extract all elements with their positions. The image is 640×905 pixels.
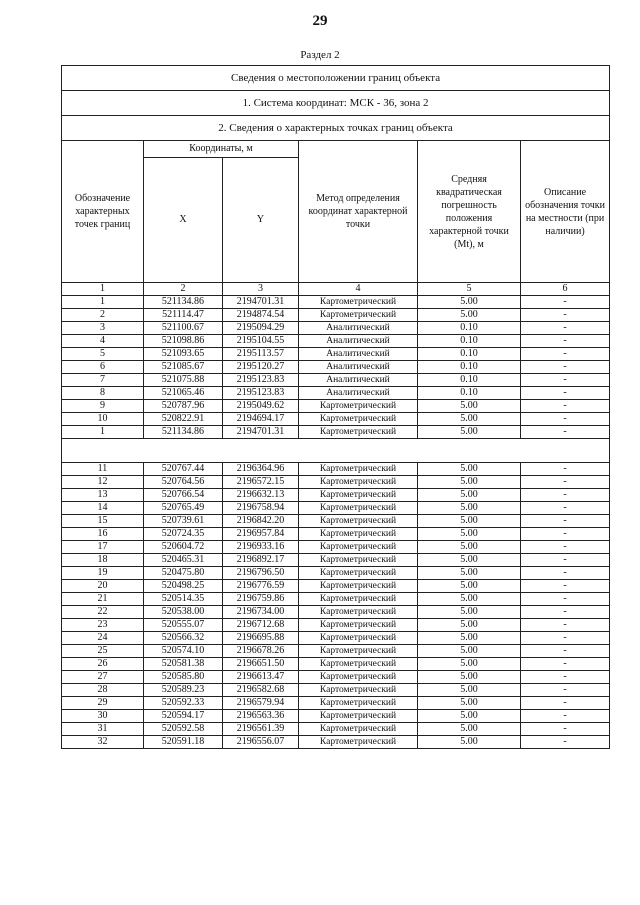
method: Картометрический — [299, 515, 418, 528]
method: Картометрический — [299, 400, 418, 413]
description: - — [521, 374, 610, 387]
error: 5.00 — [418, 710, 521, 723]
table-row — [62, 426, 610, 439]
table-row — [62, 515, 610, 528]
points-heading-row — [62, 116, 610, 141]
point-number: 26 — [62, 658, 144, 671]
description: - — [521, 593, 610, 606]
table-row — [62, 593, 610, 606]
table-row — [62, 335, 610, 348]
point-number: 29 — [62, 697, 144, 710]
table-row — [62, 400, 610, 413]
error: 0.10 — [418, 322, 521, 335]
coord-y: 2196892.17 — [223, 554, 299, 567]
table-row — [62, 541, 610, 554]
point-number: 9 — [62, 400, 144, 413]
table-row — [62, 723, 610, 736]
table-row — [62, 645, 610, 658]
error: 0.10 — [418, 374, 521, 387]
coord-y: 2196842.20 — [223, 515, 299, 528]
method: Аналитический — [299, 348, 418, 361]
error: 5.00 — [418, 515, 521, 528]
error: 5.00 — [418, 413, 521, 426]
coord-y: 2194701.31 — [223, 426, 299, 439]
table-row — [62, 632, 610, 645]
coord-y: 2196364.96 — [223, 463, 299, 476]
method: Картометрический — [299, 697, 418, 710]
point-number: 19 — [62, 567, 144, 580]
coord-y: 2195123.83 — [223, 374, 299, 387]
point-number: 10 — [62, 413, 144, 426]
coord-x: 520604.72 — [144, 541, 223, 554]
coord-y: 2195049.62 — [223, 400, 299, 413]
error: 5.00 — [418, 541, 521, 554]
error: 5.00 — [418, 400, 521, 413]
table-row — [62, 619, 610, 632]
coord-y: 2196651.50 — [223, 658, 299, 671]
method: Аналитический — [299, 335, 418, 348]
header-method: Метод определения координат характерной точки — [299, 141, 418, 283]
error: 5.00 — [418, 476, 521, 489]
table-row — [62, 567, 610, 580]
coord-y: 2196758.94 — [223, 502, 299, 515]
error: 5.00 — [418, 658, 521, 671]
description: - — [521, 632, 610, 645]
description: - — [521, 413, 610, 426]
header-x: X — [144, 158, 223, 283]
table-row — [62, 697, 610, 710]
point-number: 13 — [62, 489, 144, 502]
error: 5.00 — [418, 309, 521, 322]
point-number: 28 — [62, 684, 144, 697]
table-row — [62, 296, 610, 309]
method: Аналитический — [299, 361, 418, 374]
coord-y: 2196563.36 — [223, 710, 299, 723]
col-number: 3 — [223, 283, 299, 296]
point-number: 6 — [62, 361, 144, 374]
coord-y: 2196632.13 — [223, 489, 299, 502]
table-row — [62, 463, 610, 476]
coord-y: 2196572.15 — [223, 476, 299, 489]
description: - — [521, 697, 610, 710]
coord-y: 2196582.68 — [223, 684, 299, 697]
description: - — [521, 426, 610, 439]
coord-y: 2196678.26 — [223, 645, 299, 658]
description: - — [521, 567, 610, 580]
description: - — [521, 400, 610, 413]
coord-y: 2195123.83 — [223, 387, 299, 400]
coord-x: 520594.17 — [144, 710, 223, 723]
table-row — [62, 476, 610, 489]
error: 5.00 — [418, 502, 521, 515]
coord-x: 520766.54 — [144, 489, 223, 502]
method: Картометрический — [299, 736, 418, 749]
description: - — [521, 710, 610, 723]
error: 5.00 — [418, 296, 521, 309]
coord-y: 2196776.59 — [223, 580, 299, 593]
error: 5.00 — [418, 426, 521, 439]
description: - — [521, 296, 610, 309]
method: Картометрический — [299, 528, 418, 541]
coord-y: 2196933.16 — [223, 541, 299, 554]
coord-x: 520822.91 — [144, 413, 223, 426]
method: Аналитический — [299, 374, 418, 387]
error: 0.10 — [418, 335, 521, 348]
error: 5.00 — [418, 606, 521, 619]
description: - — [521, 309, 610, 322]
method: Картометрический — [299, 413, 418, 426]
table-row — [62, 374, 610, 387]
point-number: 15 — [62, 515, 144, 528]
description: - — [521, 515, 610, 528]
description: - — [521, 671, 610, 684]
coord-y: 2194701.31 — [223, 296, 299, 309]
error: 5.00 — [418, 554, 521, 567]
error: 5.00 — [418, 489, 521, 502]
table-row — [62, 554, 610, 567]
coord-y: 2195104.55 — [223, 335, 299, 348]
coord-y: 2194694.17 — [223, 413, 299, 426]
description: - — [521, 684, 610, 697]
method: Картометрический — [299, 296, 418, 309]
point-number: 16 — [62, 528, 144, 541]
coord-x: 520724.35 — [144, 528, 223, 541]
point-number: 14 — [62, 502, 144, 515]
description: - — [521, 387, 610, 400]
table-row — [62, 361, 610, 374]
coord-x: 520538.00 — [144, 606, 223, 619]
coord-y: 2195113.57 — [223, 348, 299, 361]
coord-x: 520514.35 — [144, 593, 223, 606]
method: Картометрический — [299, 684, 418, 697]
point-number: 1 — [62, 296, 144, 309]
points-heading: 2. Сведения о характерных точках границ объекта — [62, 116, 610, 141]
coord-x: 520555.07 — [144, 619, 223, 632]
coord-y: 2196695.88 — [223, 632, 299, 645]
coord-x: 520765.49 — [144, 502, 223, 515]
table-row — [62, 502, 610, 515]
coord-x: 521100.67 — [144, 322, 223, 335]
description: - — [521, 736, 610, 749]
coord-y: 2196613.47 — [223, 671, 299, 684]
page-number: 29 — [312, 13, 328, 29]
table-row — [62, 580, 610, 593]
point-number: 5 — [62, 348, 144, 361]
method: Картометрический — [299, 710, 418, 723]
point-number: 11 — [62, 463, 144, 476]
coord-x: 520787.96 — [144, 400, 223, 413]
error: 5.00 — [418, 580, 521, 593]
error: 5.00 — [418, 632, 521, 645]
header-error: Средняя квадратическая погрешность положения характерной точки (Mt), м — [418, 141, 521, 283]
point-number: 22 — [62, 606, 144, 619]
point-number: 32 — [62, 736, 144, 749]
coord-x: 520574.10 — [144, 645, 223, 658]
description: - — [521, 541, 610, 554]
header-point-label: Обозначение характерных точек границ — [62, 141, 144, 283]
column-numbers-row — [62, 283, 610, 296]
point-number: 24 — [62, 632, 144, 645]
method: Картометрический — [299, 658, 418, 671]
table-row — [62, 387, 610, 400]
description: - — [521, 322, 610, 335]
coord-x: 521134.86 — [144, 426, 223, 439]
col-number: 2 — [144, 283, 223, 296]
method: Картометрический — [299, 554, 418, 567]
coord-x: 520566.32 — [144, 632, 223, 645]
error: 5.00 — [418, 671, 521, 684]
coord-y: 2194874.54 — [223, 309, 299, 322]
method: Картометрический — [299, 632, 418, 645]
coord-x: 520767.44 — [144, 463, 223, 476]
method: Картометрический — [299, 567, 418, 580]
coord-x: 521093.65 — [144, 348, 223, 361]
table-row — [62, 710, 610, 723]
description: - — [521, 502, 610, 515]
point-number: 31 — [62, 723, 144, 736]
separator-cell — [62, 439, 610, 463]
table-row — [62, 348, 610, 361]
coord-x: 520585.80 — [144, 671, 223, 684]
method: Аналитический — [299, 322, 418, 335]
table-row — [62, 528, 610, 541]
coord-y: 2195094.29 — [223, 322, 299, 335]
coord-y: 2196712.68 — [223, 619, 299, 632]
table-row — [62, 671, 610, 684]
description: - — [521, 658, 610, 671]
coord-x: 520581.38 — [144, 658, 223, 671]
coord-x: 520592.33 — [144, 697, 223, 710]
point-number: 21 — [62, 593, 144, 606]
method: Картометрический — [299, 619, 418, 632]
point-number: 4 — [62, 335, 144, 348]
description: - — [521, 580, 610, 593]
header-y: Y — [223, 158, 299, 283]
error: 0.10 — [418, 387, 521, 400]
method: Картометрический — [299, 489, 418, 502]
coord-system: 1. Система координат: МСК - 36, зона 2 — [62, 91, 610, 116]
coord-x: 520465.31 — [144, 554, 223, 567]
point-number: 17 — [62, 541, 144, 554]
method: Картометрический — [299, 671, 418, 684]
description: - — [521, 723, 610, 736]
point-number: 8 — [62, 387, 144, 400]
table-row — [62, 309, 610, 322]
method: Картометрический — [299, 606, 418, 619]
method: Картометрический — [299, 580, 418, 593]
table-row — [62, 658, 610, 671]
header-coordinates: Координаты, м — [144, 141, 299, 158]
error: 5.00 — [418, 528, 521, 541]
coord-x: 520764.56 — [144, 476, 223, 489]
coord-system-row — [62, 91, 610, 116]
method: Картометрический — [299, 723, 418, 736]
description: - — [521, 476, 610, 489]
point-number: 1 — [62, 426, 144, 439]
coord-y: 2195120.27 — [223, 361, 299, 374]
error: 5.00 — [418, 463, 521, 476]
coord-x: 520475.80 — [144, 567, 223, 580]
boundary-points-table — [61, 65, 610, 749]
point-number: 23 — [62, 619, 144, 632]
section-label: Раздел 2 — [300, 49, 340, 61]
coord-y: 2196561.39 — [223, 723, 299, 736]
method: Картометрический — [299, 502, 418, 515]
point-number: 7 — [62, 374, 144, 387]
point-number: 27 — [62, 671, 144, 684]
point-number: 25 — [62, 645, 144, 658]
coord-y: 2196734.00 — [223, 606, 299, 619]
table-title: Сведения о местоположении границ объекта — [62, 66, 610, 91]
description: - — [521, 361, 610, 374]
description: - — [521, 489, 610, 502]
coord-x: 520589.23 — [144, 684, 223, 697]
coord-y: 2196556.07 — [223, 736, 299, 749]
description: - — [521, 619, 610, 632]
point-number: 20 — [62, 580, 144, 593]
coord-y: 2196759.86 — [223, 593, 299, 606]
error: 0.10 — [418, 361, 521, 374]
error: 5.00 — [418, 736, 521, 749]
description: - — [521, 335, 610, 348]
separator-row — [62, 439, 610, 463]
coord-x: 520739.61 — [144, 515, 223, 528]
point-number: 3 — [62, 322, 144, 335]
description: - — [521, 528, 610, 541]
table-row — [62, 736, 610, 749]
coord-x: 521134.86 — [144, 296, 223, 309]
table-row — [62, 606, 610, 619]
coord-x: 520498.25 — [144, 580, 223, 593]
method: Картометрический — [299, 463, 418, 476]
point-number: 30 — [62, 710, 144, 723]
table-row — [62, 684, 610, 697]
col-number: 4 — [299, 283, 418, 296]
description: - — [521, 554, 610, 567]
coord-x: 521114.47 — [144, 309, 223, 322]
table-row — [62, 489, 610, 502]
description: - — [521, 606, 610, 619]
col-number: 5 — [418, 283, 521, 296]
description: - — [521, 645, 610, 658]
method: Картометрический — [299, 593, 418, 606]
description: - — [521, 463, 610, 476]
method: Картометрический — [299, 476, 418, 489]
coord-y: 2196957.84 — [223, 528, 299, 541]
coord-x: 521075.88 — [144, 374, 223, 387]
coord-y: 2196579.94 — [223, 697, 299, 710]
coord-x: 521098.86 — [144, 335, 223, 348]
point-number: 18 — [62, 554, 144, 567]
error: 5.00 — [418, 593, 521, 606]
error: 5.00 — [418, 684, 521, 697]
coord-x: 521065.46 — [144, 387, 223, 400]
header-description: Описание обозначения точки на местности (при наличии) — [521, 141, 610, 283]
header-row-1 — [62, 141, 610, 158]
error: 5.00 — [418, 619, 521, 632]
method: Картометрический — [299, 645, 418, 658]
method: Аналитический — [299, 387, 418, 400]
table-row — [62, 413, 610, 426]
error: 5.00 — [418, 645, 521, 658]
col-number: 6 — [521, 283, 610, 296]
error: 5.00 — [418, 697, 521, 710]
error: 5.00 — [418, 723, 521, 736]
coord-x: 520592.58 — [144, 723, 223, 736]
description: - — [521, 348, 610, 361]
point-number: 12 — [62, 476, 144, 489]
col-number: 1 — [62, 283, 144, 296]
coord-x: 521085.67 — [144, 361, 223, 374]
coord-y: 2196796.50 — [223, 567, 299, 580]
title-row — [62, 66, 610, 91]
method: Картометрический — [299, 541, 418, 554]
method: Картометрический — [299, 309, 418, 322]
coord-x: 520591.18 — [144, 736, 223, 749]
point-number: 2 — [62, 309, 144, 322]
error: 0.10 — [418, 348, 521, 361]
table-row — [62, 322, 610, 335]
error: 5.00 — [418, 567, 521, 580]
method: Картометрический — [299, 426, 418, 439]
